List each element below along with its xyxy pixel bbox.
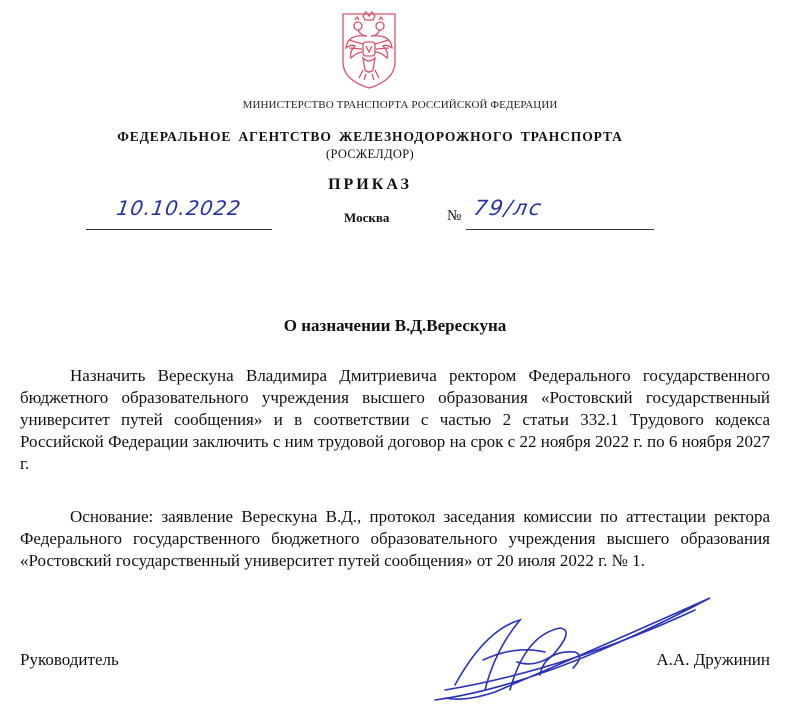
number-underline — [466, 229, 654, 230]
agency-short-name: (РОСЖЕЛДОР) — [326, 147, 414, 161]
date-underline — [86, 229, 272, 230]
city: Москва — [344, 210, 390, 225]
order-paragraph-1: Назначить Верескуна Владимира Дмитриевича ректором Федерального государственного бюджетного образовательного учреждения высшего образования «Ростовский государственный университет путей сообщения» и в соответствии с частью 2 статьи 332.1 Трудового кодекса Российской Федерации заключить с ним трудовой договор на срок с 22 ноября 2022 г. по 6 ноября 2027 г. — [20, 366, 770, 473]
signatory-title: Руководитель — [20, 650, 119, 669]
order-paragraph-2: Основание: заявление Верескуна В.Д., протокол заседания комиссии по аттестации ректора Федерального государственного бюджетного образовательного учреждения высшего образования «Ростовский государственный университет путей сообщения» от 20 июля 2022 г. № 1. — [20, 507, 770, 570]
agency-name: ФЕДЕРАЛЬНОЕ АГЕНТСТВО ЖЕЛЕЗНОДОРОЖНОГО ТРАНСПОРТА — [117, 129, 623, 144]
order-subject: О назначении В.Д.Верескуна — [283, 316, 507, 335]
order-number: 79/лс — [471, 196, 545, 220]
number-sign: № — [447, 208, 462, 224]
ministry-name: МИНИСТЕРСТВО ТРАНСПОРТА РОССИЙСКОЙ ФЕДЕРАЦИИ — [242, 99, 558, 111]
emblem-icon — [333, 8, 405, 90]
signatory-name: А.А. Дружинин — [656, 650, 770, 669]
order-date: 10.10.2022 — [115, 196, 243, 220]
order-title: ПРИКАЗ — [328, 176, 412, 193]
